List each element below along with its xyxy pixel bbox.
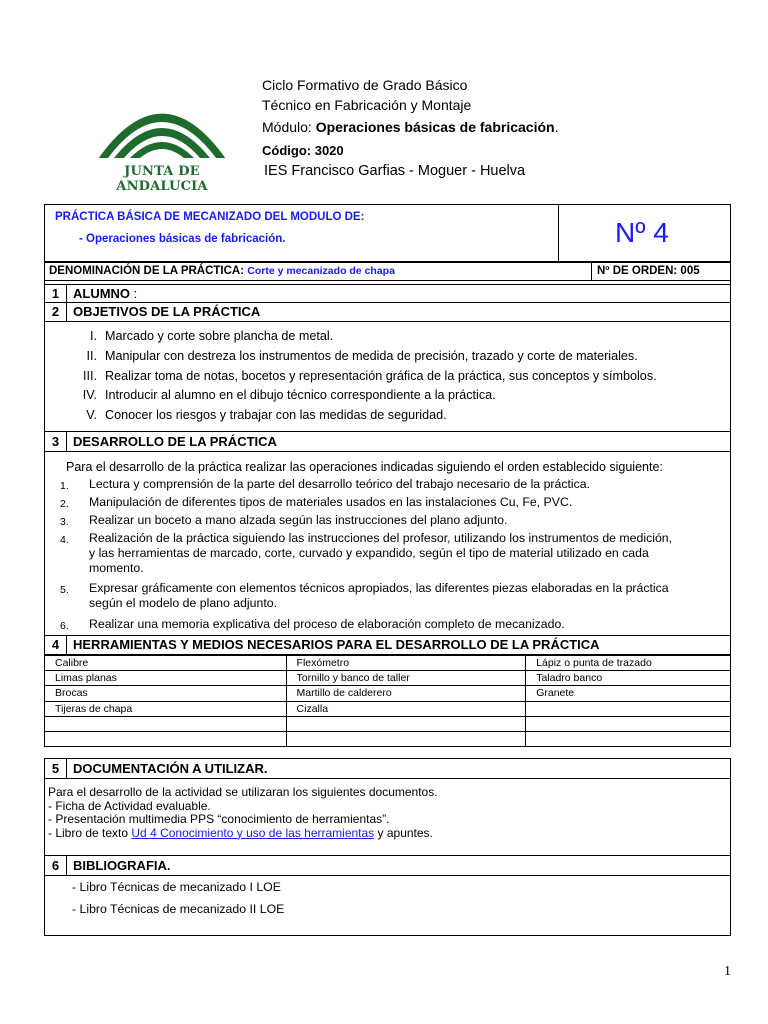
header-cycle: Ciclo Formativo de Grado Básico [262,77,468,93]
practice-title-box [44,204,731,262]
list-item: 2. Manipulación de diferentes tipos de materiales usados en las instalaciones Cu, Fe, PVC. [60,495,573,510]
denominacion-row [44,262,731,281]
orden-number: Nº DE ORDEN: 005 [597,265,700,277]
section-2-number: 2 [45,303,67,321]
orden-divider [591,263,592,281]
list-item: 3. Realizar un boceto a mano alzada según las instrucciones del plano adjunto. [60,513,508,528]
section-6-title: BIBLIOGRAFIA. [73,858,171,873]
logo-arcs-icon [84,78,240,164]
tools-table [44,655,731,747]
table-row: Brocas Martillo de calderero Granete [45,686,731,701]
header-title: Técnico en Fabricación y Montaje [262,97,472,113]
header-module [262,118,558,136]
practice-number: Nº 4 [615,217,669,248]
section-1-title: ALUMNO : [73,286,138,301]
table-row [45,716,731,731]
section-1-number: 1 [45,285,67,302]
textbook-link[interactable]: Ud 4 Conocimiento y uso de las herramientas [131,825,375,840]
section-1-alumno [44,285,731,303]
desarrollo-intro: Para el desarrollo de la práctica realizar las operaciones indicadas siguiendo el orden establecido siguiente: [66,460,663,474]
list-item: 4. Realización de la práctica siguiendo las instrucciones del profesor, utilizando los instrumentos de medición, y las herramientas de marcado, corte, curvado y expandido, según el tipo de material utilizado en cada momento. [60,531,673,575]
desarrollo-list [60,477,730,635]
section-5-number: 5 [45,759,67,778]
table-row [45,731,731,746]
practice-heading: PRÁCTICA BÁSICA DE MECANIZADO DEL MODULO DE: [55,211,365,223]
biblio-item-2: - Libro Técnicas de mecanizado II LOE [72,902,285,916]
section-3-header [44,432,731,452]
section-4-title: HERRAMIENTAS Y MEDIOS NECESARIOS PARA EL DESARROLLO DE LA PRÁCTICA [73,637,600,652]
section-3-number: 3 [45,432,67,451]
module-value: Operaciones básicas de fabricación [315,119,555,135]
header-code [262,142,344,160]
biblio-item-1: - Libro Técnicas de mecanizado I LOE [72,880,281,894]
code-value: 3020 [314,143,344,158]
doc-item-1: - Ficha de Actividad evaluable. [48,798,211,813]
title-divider [558,205,559,261]
logo-text: JUNTA DE ANDALUCIA [116,164,208,194]
page-number: 1 [724,964,731,979]
list-item: 6. Realizar una memoria explicativa del proceso de elaboración completo de mecanizado. [60,617,565,632]
doc-item-3: - Libro de texto Ud 4 Conocimiento y uso de las herramientas y apuntes. [48,825,433,840]
objetivos-body: I. Marcado y corte sobre plancha de metal. II. Manipular con destreza los instrumentos de medida de precisión, trazado y corte de materiales. III. Realizar toma de notas, bocetos y representación gráfica de la práctica, sus conceptos y símbolos. IV. Introducir al alumno en el dibujo técnico correspondiente a la práctica. V. Conocer los riesgos y trabajar con las medidas de seguridad. [44,322,731,432]
list-item: 5. Expresar gráficamente con elementos técnicos apropiados, las diferentes piezas elaboradas en la práctica según el modelo de plano adjunto. [60,581,669,610]
junta-andalucia-logo [84,78,240,194]
table-row: Tijeras de chapa Cizalla [45,701,731,716]
section-5-header [44,758,731,779]
section-4-header [44,636,731,655]
practice-subheading: - Operaciones básicas de fabricación. [79,233,286,245]
section-3-title: DESARROLLO DE LA PRÁCTICA [73,434,277,449]
denominacion [49,265,395,277]
documentacion-text [48,786,438,840]
section-2-header [44,303,731,322]
denominacion-value: Corte y mecanizado de chapa [247,265,395,277]
doc-intro: Para el desarrollo de la actividad se utilizaran los siguientes documentos. [48,785,438,799]
table-row: Calibre Flexómetro Lápiz o punta de trazado [45,656,731,671]
section-2-title: OBJETIVOS DE LA PRÁCTICA [73,304,261,319]
table-row: Limas planas Tornillo y banco de taller Taladro banco [45,671,731,686]
doc-item-2: - Presentación multimedia PPS “conocimiento de herramientas”. [48,812,390,826]
header-school: IES Francisco Garfias - Moguer - Huelva [264,163,526,179]
section-5-title: DOCUMENTACIÓN A UTILIZAR. [73,761,268,776]
section-6-number: 6 [45,856,67,875]
module-label: Módulo: [262,119,312,135]
section-4-number: 4 [45,636,67,654]
list-item: 1. Lectura y comprensión de la parte del desarrollo teórico del trabajo necesario de la práctica. [60,477,591,492]
code-label: Código: [262,143,312,158]
section-6-header [44,856,731,876]
module-dot: . [554,119,559,135]
denominacion-label: DENOMINACIÓN DE LA PRÁCTICA: [49,265,245,277]
